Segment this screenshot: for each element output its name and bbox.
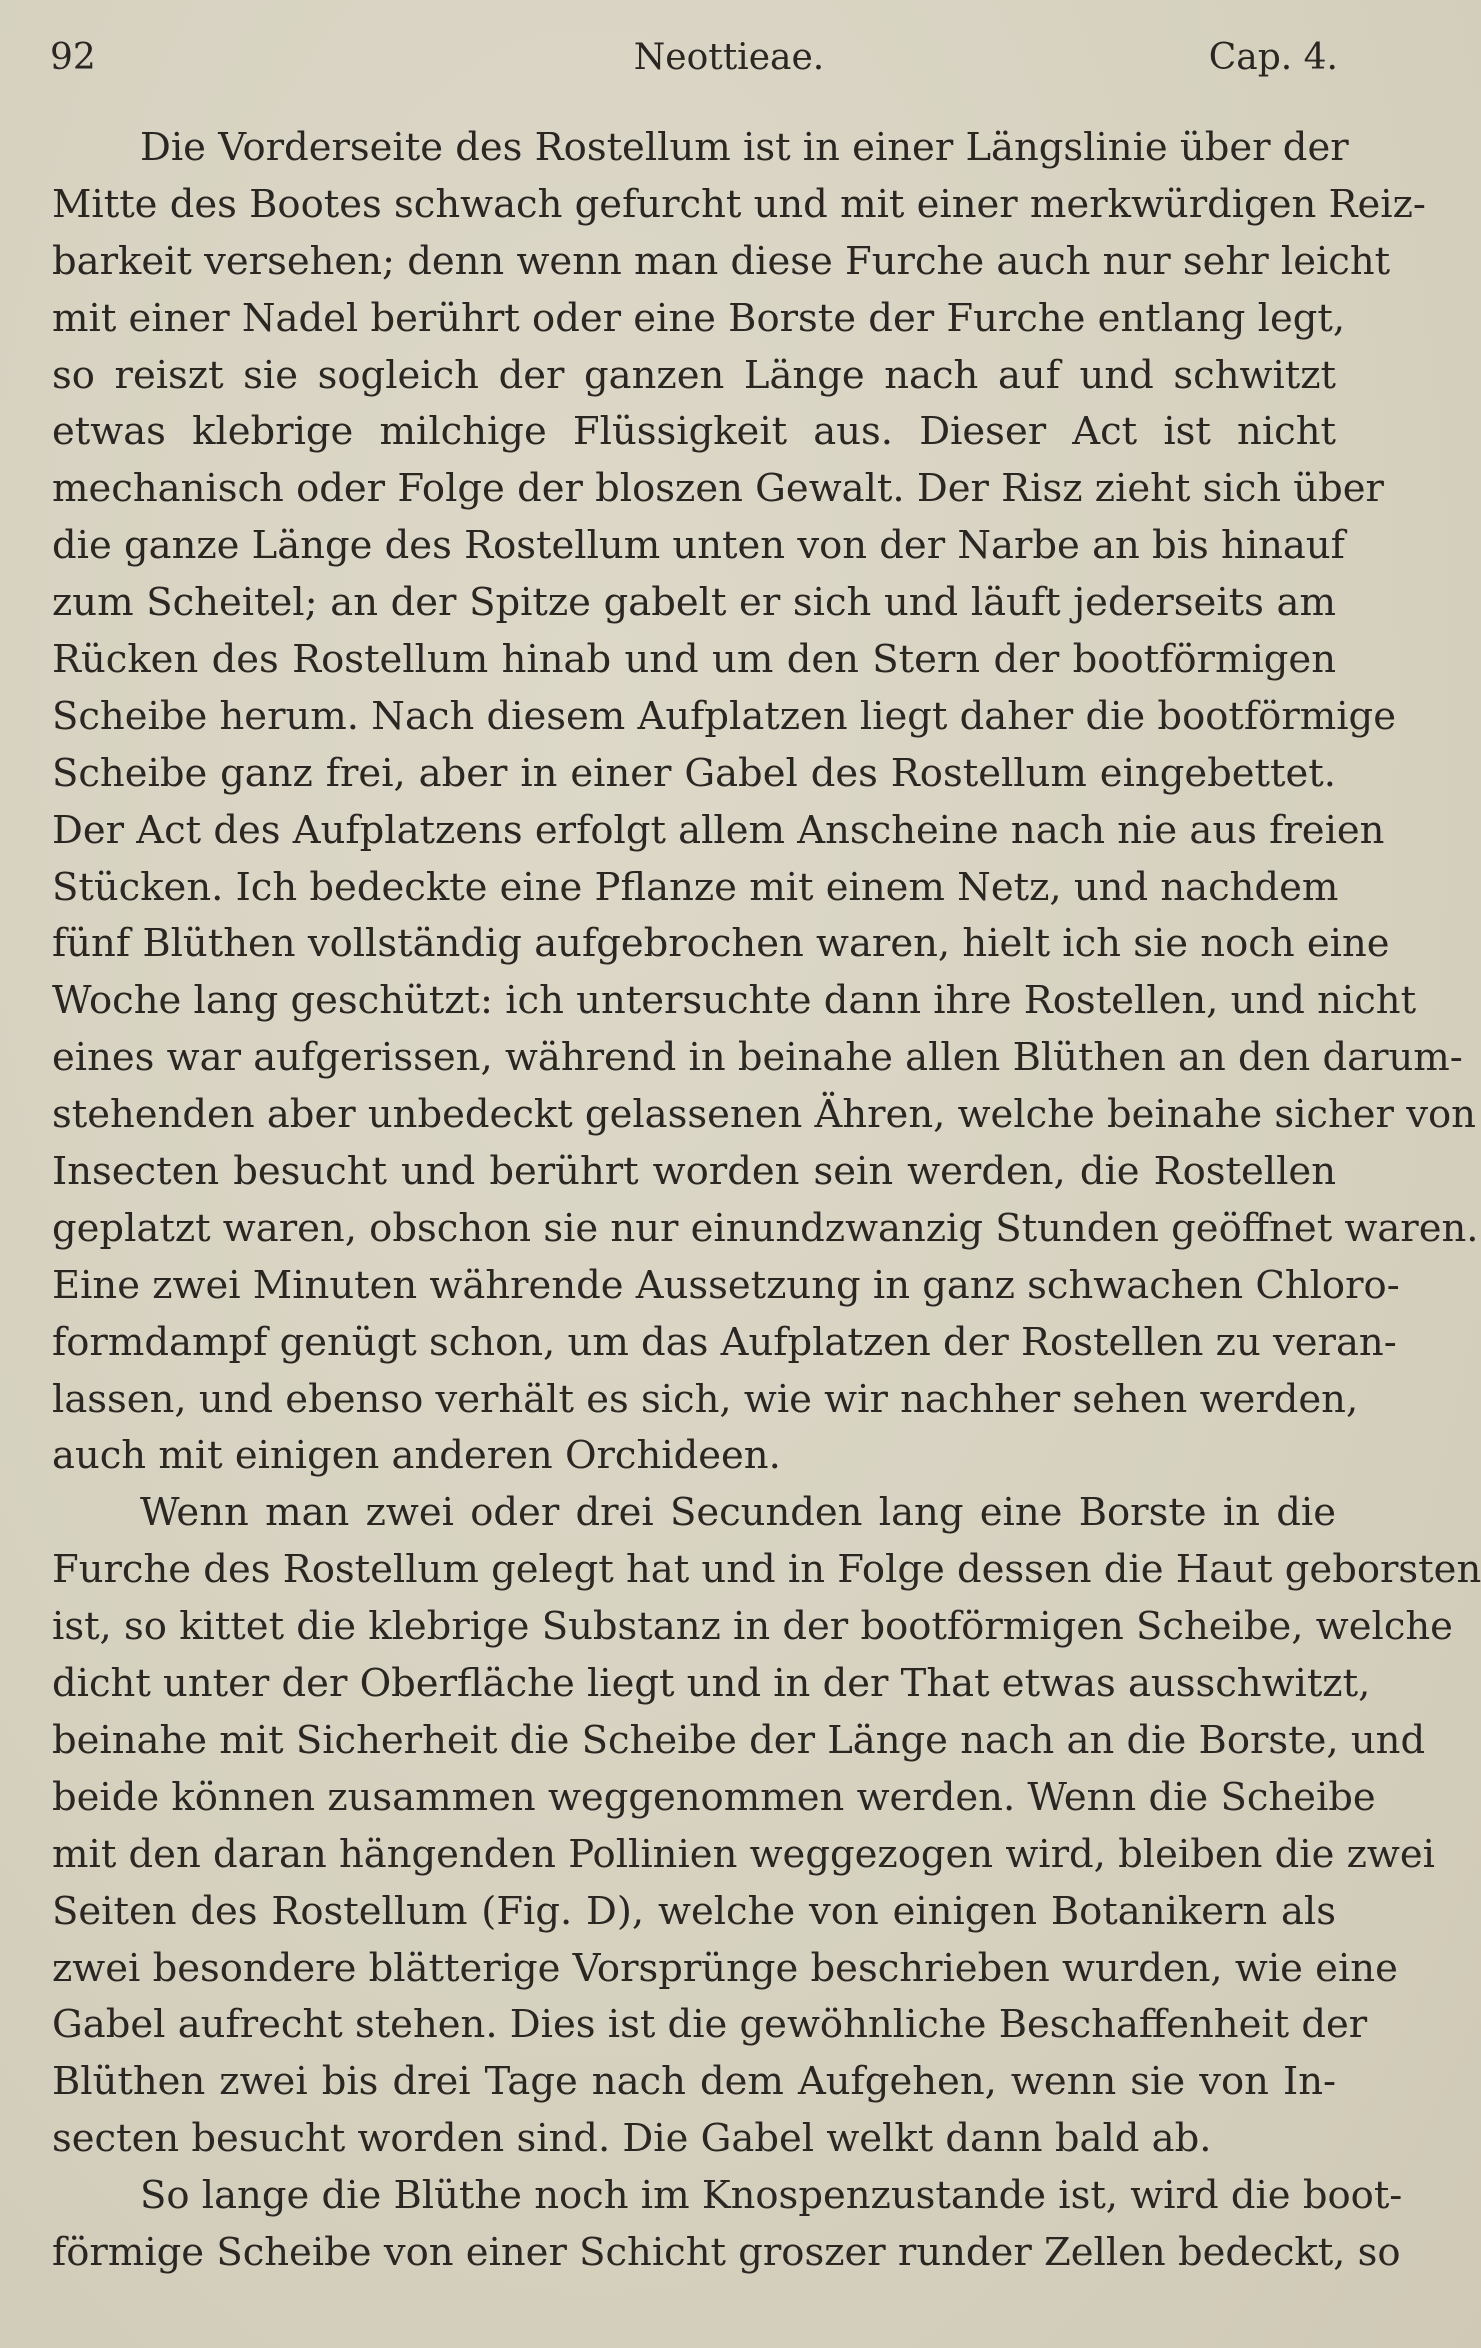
- text-line: Mitte des Bootes schwach gefurcht und mit einer merkwürdigen Reiz-: [52, 181, 1426, 227]
- text-line: Eine zwei Minuten währende Aussetzung in ganz schwachen Chloro-: [52, 1262, 1400, 1308]
- body-text: [52, 120, 1481, 2282]
- text-line: so reiszt sie sogleich der ganzen Länge nach auf und schwitzt: [52, 352, 1336, 398]
- text-line: die ganze Länge des Rostellum unten von der Narbe an bis hinauf: [52, 523, 1345, 569]
- text-line: mechanisch oder Folge der bloszen Gewalt. Der Risz zieht sich über: [52, 466, 1384, 512]
- text-line: auch mit einigen anderen Orchideen.: [52, 1433, 781, 1479]
- text-line: Scheibe herum. Nach diesem Aufplatzen liegt daher die bootförmige: [52, 693, 1396, 739]
- text-line: stehenden aber unbedeckt gelassenen Ähren, welche beinahe sicher von: [52, 1092, 1476, 1138]
- text-line: secten besucht worden sind. Die Gabel welkt dann bald ab.: [52, 2116, 1212, 2162]
- text-line: förmige Scheibe von einer Schicht groszer runder Zellen bedeckt, so: [52, 2229, 1401, 2275]
- page-number: 92: [50, 37, 96, 78]
- text-line: mit den daran hängenden Pollinien weggezogen wird, bleiben die zwei: [52, 1831, 1435, 1877]
- text-line: Woche lang geschützt: ich untersuchte dann ihre Rostellen, und nicht: [52, 978, 1417, 1024]
- text-line: eines war aufgerissen, während in beinahe allen Blüthen an den darum-: [52, 1035, 1463, 1081]
- text-line: So lange die Blüthe noch im Knospenzustande ist, wird die boot-: [140, 2173, 1403, 2219]
- chapter-label: Cap. 4.: [1208, 37, 1338, 78]
- text-line: beide können zusammen weggenommen werden. Wenn die Scheibe: [52, 1774, 1376, 1820]
- text-line: beinahe mit Sicherheit die Scheibe der Länge nach an die Borste, und: [52, 1717, 1426, 1763]
- text-line: etwas klebrige milchige Flüssigkeit aus. Dieser Act ist nicht: [52, 409, 1336, 455]
- text-line: Seiten des Rostellum (Fig. D), welche von einigen Botanikern als: [52, 1888, 1336, 1934]
- page-header: [50, 28, 1338, 88]
- text-line: ist, so kittet die klebrige Substanz in der bootförmigen Scheibe, welche: [52, 1604, 1453, 1650]
- text-line: dicht unter der Oberfläche liegt und in der That etwas ausschwitzt,: [52, 1661, 1371, 1707]
- text-line: Stücken. Ich bedeckte eine Pflanze mit einem Netz, und nachdem: [52, 864, 1339, 910]
- text-line: Gabel aufrecht stehen. Dies ist die gewöhnliche Beschaffenheit der: [52, 2002, 1368, 2048]
- text-line: Insecten besucht und berührt worden sein werden, die Rostellen: [52, 1149, 1336, 1195]
- text-line: Der Act des Aufplatzens erfolgt allem Anscheine nach nie aus freien: [52, 807, 1385, 853]
- text-line: Scheibe ganz frei, aber in einer Gabel des Rostellum eingebettet.: [52, 750, 1336, 796]
- text-line: barkeit versehen; denn wenn man diese Furche auch nur sehr leicht: [52, 238, 1391, 284]
- text-line: Wenn man zwei oder drei Secunden lang eine Borste in die: [140, 1490, 1336, 1536]
- text-line: Die Vorderseite des Rostellum ist in einer Längslinie über der: [140, 125, 1349, 170]
- text-line: Furche des Rostellum gelegt hat und in Folge dessen die Haut geborsten: [52, 1547, 1481, 1593]
- text-line: zwei besondere blätterige Vorsprünge beschrieben wurden, wie eine: [52, 1945, 1398, 1991]
- text-line: Rücken des Rostellum hinab und um den Stern der bootförmigen: [52, 637, 1336, 683]
- text-line: fünf Blüthen vollständig aufgebrochen waren, hielt ich sie noch eine: [52, 921, 1390, 967]
- text-line: mit einer Nadel berührt oder eine Borste der Furche entlang legt,: [52, 295, 1346, 341]
- text-line: lassen, und ebenso verhält es sich, wie wir nachher sehen werden,: [52, 1376, 1359, 1422]
- text-line: Blüthen zwei bis drei Tage nach dem Aufgehen, wenn sie von In-: [52, 2059, 1336, 2105]
- text-line: zum Scheitel; an der Spitze gabelt er sich und läuft jederseits am: [52, 580, 1336, 626]
- running-title: Neottieae.: [633, 37, 825, 78]
- text-line: geplatzt waren, obschon sie nur einundzwanzig Stunden geöffnet waren.: [52, 1205, 1479, 1251]
- text-line: formdampf genügt schon, um das Aufplatzen der Rostellen zu veran-: [52, 1319, 1397, 1365]
